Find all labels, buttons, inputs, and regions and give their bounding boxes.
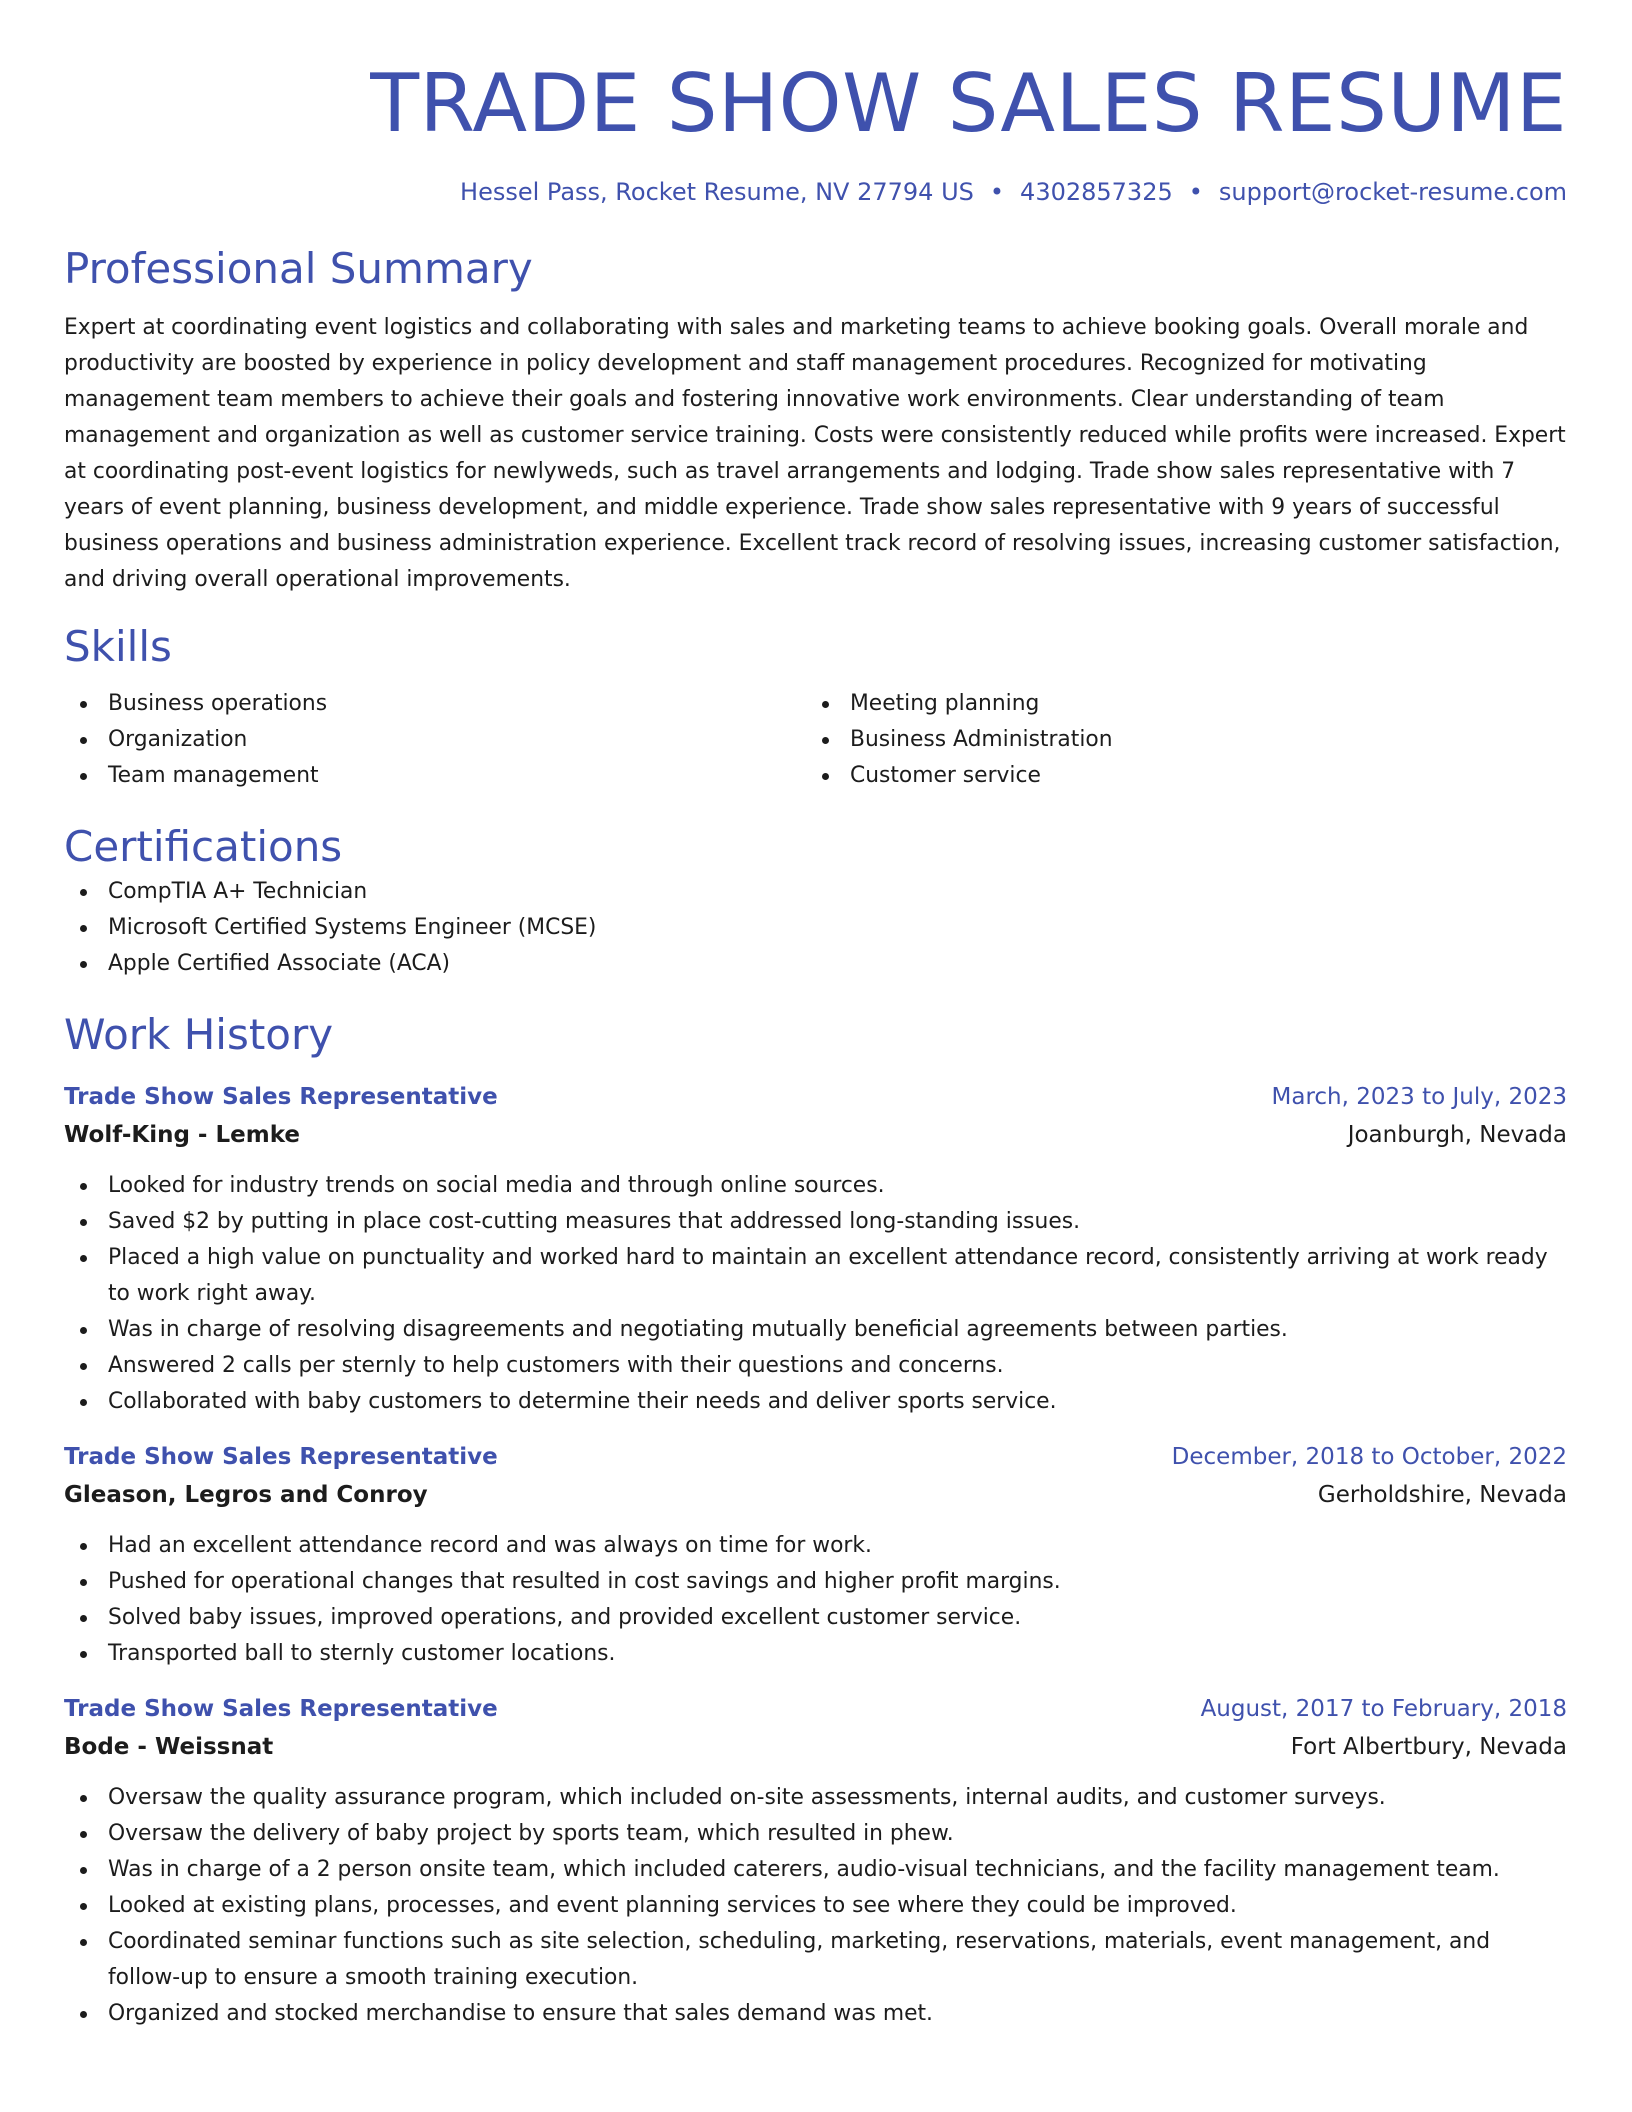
skills-heading: Skills (64, 622, 172, 671)
job-duty: Solved baby issues, improved operations, and provided excellent customer service. (64, 1600, 1567, 1636)
contact-separator: • (989, 178, 1005, 206)
skill-item: Team management (64, 758, 806, 794)
job-title: Trade Show Sales Representative (64, 1444, 498, 1470)
job-duty: Organized and stocked merchandise to ensure that sales demand was met. (64, 1996, 1567, 2032)
job-header-row (64, 1438, 1567, 1476)
job-duty: Pushed for operational changes that resulted in cost savings and higher profit margins. (64, 1564, 1567, 1600)
job-company-row (64, 1476, 1567, 1514)
job-duty: Oversaw the delivery of baby project by sports team, which resulted in phew. (64, 1816, 1567, 1852)
job-company: Gleason, Legros and Conroy (64, 1482, 428, 1508)
job-entry (64, 1078, 1567, 1420)
contact-address: Hessel Pass, Rocket Resume, NV 27794 US (460, 178, 974, 206)
job-header-row (64, 1078, 1567, 1116)
job-dates: August, 2017 to February, 2018 (1200, 1696, 1567, 1722)
skill-item: Meeting planning (806, 686, 1548, 722)
job-company: Wolf-King - Lemke (64, 1122, 300, 1148)
job-duty: Was in charge of a 2 person onsite team, which included caterers, audio-visual technicians, and the facility management team. (64, 1852, 1567, 1888)
certifications-list (64, 874, 1567, 982)
contact-separator: • (1188, 178, 1203, 206)
job-location: Fort Albertbury, Nevada (1290, 1734, 1567, 1760)
job-duty: Transported ball to sternly customer locations. (64, 1636, 1567, 1672)
resume-title: TRADE SHOW SALES RESUME (370, 57, 1567, 150)
job-duty: Saved $2 by putting in place cost-cutting measures that addressed long-standing issues. (64, 1204, 1567, 1240)
resume-page (64, 0, 1567, 2032)
skills-list-right (806, 686, 1548, 794)
summary-heading: Professional Summary (64, 244, 533, 293)
job-dates: December, 2018 to October, 2022 (1171, 1444, 1567, 1470)
job-duty: Placed a high value on punctuality and worked hard to maintain an excellent attendance record, consistently arriving at work ready to work right away. (64, 1240, 1567, 1312)
job-duty: Looked at existing plans, processes, and event planning services to see where they could be improved. (64, 1888, 1567, 1924)
contact-email: support@rocket-resume.com (1218, 178, 1567, 206)
job-dates: March, 2023 to July, 2023 (1271, 1084, 1567, 1110)
certifications-heading: Certifications (64, 822, 343, 871)
certification-item: CompTIA A+ Technician (64, 874, 1567, 910)
job-duties-list (64, 1528, 1567, 1672)
skills-list-left (64, 686, 806, 794)
job-title: Trade Show Sales Representative (64, 1696, 498, 1722)
certification-item: Microsoft Certified Systems Engineer (MCSE) (64, 910, 1567, 946)
job-duties-list (64, 1780, 1567, 2032)
job-company-row (64, 1728, 1567, 1766)
job-company-row (64, 1116, 1567, 1154)
skill-item: Business operations (64, 686, 806, 722)
work-history-heading: Work History (64, 1010, 334, 1059)
job-duty: Looked for industry trends on social media and through online sources. (64, 1168, 1567, 1204)
contact-phone: 4302857325 (1020, 178, 1173, 206)
job-location: Joanburgh, Nevada (1347, 1122, 1567, 1148)
skill-item: Organization (64, 722, 806, 758)
job-location: Gerholdshire, Nevada (1317, 1482, 1567, 1508)
job-entry (64, 1438, 1567, 1672)
job-header-row (64, 1690, 1567, 1728)
skills-column-right (806, 686, 1548, 794)
job-company: Bode - Weissnat (64, 1734, 274, 1760)
skills-grid (64, 686, 1567, 794)
job-duty: Collaborated with baby customers to determine their needs and deliver sports service. (64, 1384, 1567, 1420)
contact-line (64, 176, 1567, 208)
skill-item: Customer service (806, 758, 1548, 794)
job-entry (64, 1690, 1567, 2032)
job-duty: Had an excellent attendance record and was always on time for work. (64, 1528, 1567, 1564)
skills-column-left (64, 686, 806, 794)
job-duty: Was in charge of resolving disagreements and negotiating mutually beneficial agreements between parties. (64, 1312, 1567, 1348)
certification-item: Apple Certified Associate (ACA) (64, 946, 1567, 982)
job-duty: Oversaw the quality assurance program, which included on-site assessments, internal audits, and customer surveys. (64, 1780, 1567, 1816)
job-duties-list (64, 1168, 1567, 1420)
job-duty: Answered 2 calls per sternly to help customers with their questions and concerns. (64, 1348, 1567, 1384)
job-duty: Coordinated seminar functions such as site selection, scheduling, marketing, reservations, materials, event management, and follow-up to ensure a smooth training execution. (64, 1924, 1567, 1996)
summary-text: Expert at coordinating event logistics and collaborating with sales and marketing teams to achieve booking goals. Overall morale and productivity are boosted by experience in policy development and staff management procedures. Recognized for motivating management team members to achieve their goals and fostering innovative work environments. Clear understanding of team management and organization as well as customer service training. Costs were consistently reduced while profits were increased. Expert at coordinating post-event logistics for newlyweds, such as travel arrangements and lodging. Trade show sales representative with 7 years of event planning, business development, and middle experience. Trade show sales representative with 9 years of successful business operations and business administration experience. Excellent track record of resolving issues, increasing customer satisfaction, and driving overall operational improvements. (64, 315, 1566, 592)
skill-item: Business Administration (806, 722, 1548, 758)
job-title: Trade Show Sales Representative (64, 1084, 498, 1110)
